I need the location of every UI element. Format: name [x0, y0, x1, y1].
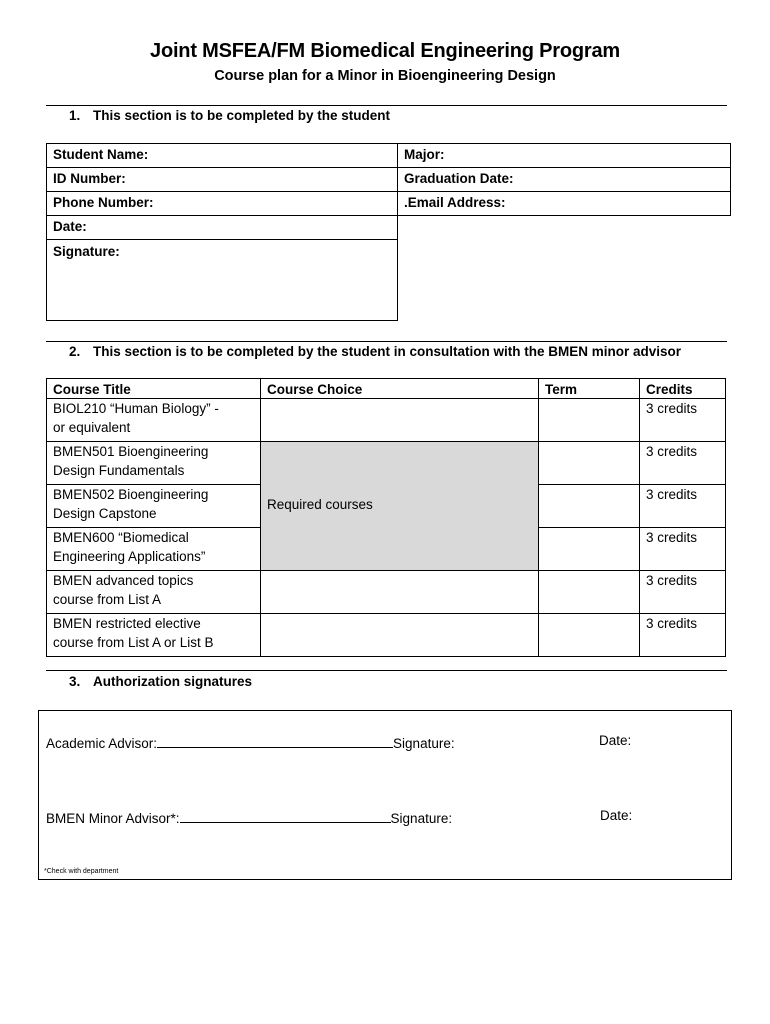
course-title-line: BIOL210 “Human Biology” - [53, 401, 219, 416]
section-2-heading-text: This section is to be completed by the student in consultation with the BMEN minor advisor [93, 344, 682, 359]
bmen-minor-advisor-signature-label: Signature: [390, 811, 453, 826]
course-title-cell [47, 614, 261, 657]
phone-number-field[interactable] [46, 191, 398, 216]
section-3-number: 3. [69, 674, 81, 689]
date-label: Date: [53, 219, 87, 234]
section-1-heading [69, 108, 390, 123]
page-title: Joint MSFEA/FM Biomedical Engineering Program [150, 40, 620, 62]
bmen-minor-advisor-date-label: Date: [600, 808, 633, 823]
section-1-divider [46, 105, 727, 106]
term-cell[interactable] [539, 614, 640, 657]
email-address-label: .Email Address: [404, 195, 506, 210]
id-number-field[interactable] [46, 167, 398, 192]
academic-advisor-signature-label: Signature: [393, 736, 455, 751]
course-title-line: BMEN501 Bioengineering [53, 444, 209, 459]
course-choice-cell[interactable] [261, 571, 539, 614]
course-title-line: Design Capstone [53, 505, 157, 521]
course-plan-table [46, 378, 726, 657]
id-number-label: ID Number: [53, 171, 126, 186]
course-title-line: BMEN600 “Biomedical [53, 530, 189, 545]
section-3-heading [69, 674, 252, 689]
credits-cell: 3 credits [640, 614, 726, 657]
bmen-minor-advisor-label: BMEN Minor Advisor*: [46, 811, 180, 826]
course-title-line: or equivalent [53, 419, 131, 435]
course-title-line: Design Fundamentals [53, 462, 185, 478]
email-address-field[interactable] [397, 191, 731, 216]
credits-cell: 3 credits [640, 399, 726, 442]
course-title-cell [47, 442, 261, 485]
academic-advisor-name-line[interactable] [157, 733, 393, 748]
major-field[interactable] [397, 143, 731, 168]
course-choice-cell[interactable] [261, 399, 539, 442]
course-title-line: BMEN advanced topics [53, 573, 194, 588]
section-3-divider [46, 670, 727, 671]
section-2-divider [46, 341, 727, 342]
signature-label: Signature: [53, 244, 120, 259]
major-label: Major: [404, 147, 445, 162]
required-courses-cell [261, 442, 539, 571]
table-row [47, 442, 726, 485]
column-header-credits: Credits [640, 379, 726, 399]
credits-cell: 3 credits [640, 571, 726, 614]
credits-cell: 3 credits [640, 528, 726, 571]
section-1-number: 1. [69, 108, 81, 123]
term-cell[interactable] [539, 485, 640, 528]
student-name-field[interactable] [46, 143, 398, 168]
page-subtitle: Course plan for a Minor in Bioengineering Design [214, 68, 556, 84]
graduation-date-label: Graduation Date: [404, 171, 514, 186]
section-3-heading-text: Authorization signatures [93, 674, 253, 689]
section-2-heading [69, 344, 681, 359]
course-title-line: Engineering Applications” [53, 548, 206, 564]
section-2-number: 2. [69, 344, 81, 359]
term-cell[interactable] [539, 571, 640, 614]
date-field[interactable] [46, 215, 398, 240]
course-title-line: course from List A [53, 591, 162, 607]
course-title-line: course from List A or List B [53, 634, 214, 650]
student-name-label: Student Name: [53, 147, 149, 162]
column-header-course-choice: Course Choice [261, 379, 539, 399]
section-1-heading-text: This section is to be completed by the student [93, 108, 391, 123]
table-row [47, 399, 726, 442]
term-cell[interactable] [539, 399, 640, 442]
table-row [47, 614, 726, 657]
column-header-course-title: Course Title [47, 379, 261, 399]
required-courses-label: Required courses [267, 497, 373, 513]
academic-advisor-row [46, 733, 455, 751]
table-row [47, 571, 726, 614]
phone-number-label: Phone Number: [53, 195, 154, 210]
table-header-row [47, 379, 726, 399]
bmen-minor-advisor-row [46, 808, 452, 826]
course-title-cell [47, 485, 261, 528]
course-title-cell [47, 399, 261, 442]
term-cell[interactable] [539, 528, 640, 571]
credits-cell: 3 credits [640, 442, 726, 485]
signature-field[interactable] [46, 239, 398, 321]
academic-advisor-label: Academic Advisor: [46, 736, 158, 751]
course-title-line: BMEN restricted elective [53, 616, 201, 631]
course-title-cell [47, 571, 261, 614]
column-header-term: Term [539, 379, 640, 399]
footnote: *Check with department [44, 868, 119, 875]
term-cell[interactable] [539, 442, 640, 485]
course-title-line: BMEN502 Bioengineering [53, 487, 209, 502]
bmen-minor-advisor-name-line[interactable] [180, 808, 391, 823]
academic-advisor-date-label: Date: [599, 733, 632, 748]
course-choice-cell[interactable] [261, 614, 539, 657]
graduation-date-field[interactable] [397, 167, 731, 192]
course-title-cell [47, 528, 261, 571]
credits-cell: 3 credits [640, 485, 726, 528]
